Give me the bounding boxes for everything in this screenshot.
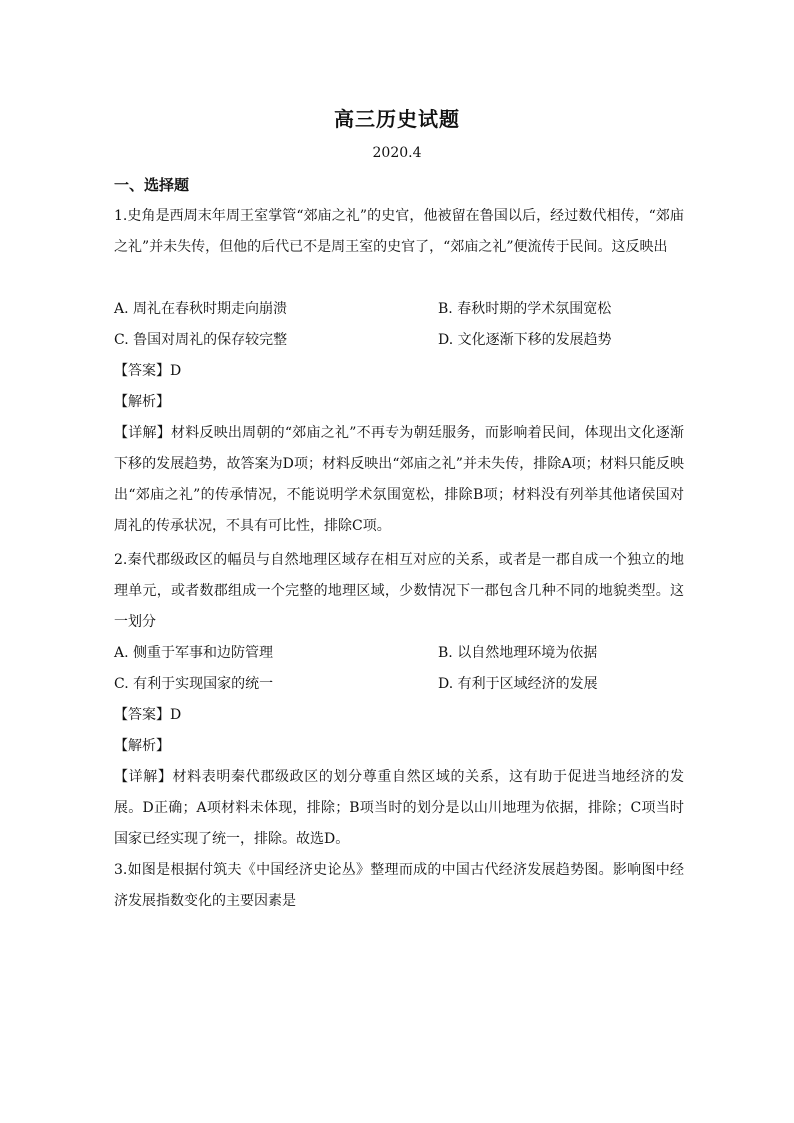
question-3-stem: 3.如图是根据付筑夫《中国经济史论丛》整理而成的中国古代经济发展趋势图。影响图中经济发展指数变化的主要因素是 [114, 862, 684, 909]
question-2-option-c: C. 有利于实现国家的统一 [114, 676, 274, 692]
question-2-answer: 【答案】D [114, 707, 182, 723]
question-1-answer: 【答案】D [114, 363, 182, 379]
question-1-detail: 【详解】材料反映出周朝的“郊庙之礼”不再专为朝廷服务，而影响着民间，体现出文化逐渐下移的发展趋势，故答案为D项；材料反映出“郊庙之礼”并未失传，排除A项；材料只能反映出“郊庙之礼”的传承情况，不能说明学术氛围宽松，排除B项；材料没有列举其他诸侯国对周礼的传承状况，不具有可比性，排除C项。 [114, 425, 684, 534]
section-heading: 一、选择题 [114, 176, 190, 194]
question-1-option-d: D. 文化逐渐下移的发展趋势 [438, 332, 612, 348]
question-1-option-a: A. 周礼在春秋时期走向崩溃 [114, 301, 288, 317]
question-2-option-d: D. 有利于区域经济的发展 [438, 676, 598, 692]
question-1-analysis-label: 【解析】 [114, 394, 170, 410]
question-1-option-b: B. 春秋时期的学术氛围宽松 [438, 301, 612, 317]
question-2-analysis-label: 【解析】 [114, 738, 170, 754]
question-2-option-a: A. 侧重于军事和边防管理 [114, 645, 274, 661]
question-2-detail: 【详解】材料表明秦代郡级政区的划分尊重自然区域的关系，这有助于促进当地经济的发展。D正确；A项材料未体现，排除；B项当时的划分是以山川地理为依据，排除；C项当时国家已经实现了统一，排除。故选D。 [114, 769, 684, 847]
question-1-option-c: C. 鲁国对周礼的保存较完整 [114, 332, 288, 348]
exam-date: 2020.4 [372, 145, 422, 161]
question-2-stem: 2.秦代郡级政区的幅员与自然地理区域存在相互对应的关系，或者是一郡自成一个独立的地理单元，或者数郡组成一个完整的地理区域，少数情况下一郡包含几种不同的地貌类型。这一划分 [114, 552, 684, 630]
page-title: 高三历史试题 [334, 107, 460, 131]
question-2-option-b: B. 以自然地理环境为依据 [438, 645, 598, 661]
question-1-stem: 1.史角是西周末年周王室掌管“郊庙之礼”的史官，他被留在鲁国以后，经过数代相传，“郊庙之礼”并未失传，但他的后代已不是周王室的史官了，“郊庙之礼”便流传于民间。这反映出 [114, 208, 684, 255]
